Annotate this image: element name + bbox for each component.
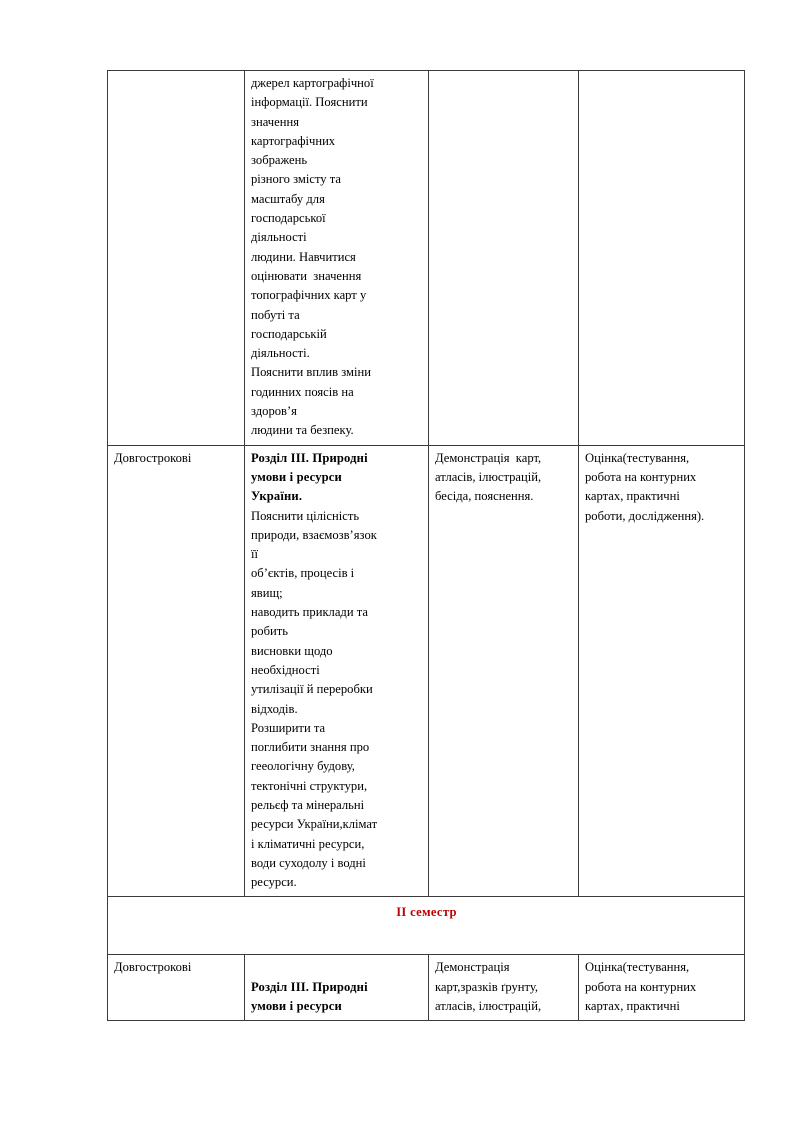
content-line: різного змісту та <box>251 172 341 187</box>
content-line: гееологічну будову, <box>251 759 355 774</box>
content-heading-line: Розділ III. Природні <box>251 450 368 465</box>
assessment-line: картах, практичні <box>585 489 680 504</box>
content-line: і кліматичні ресурси, <box>251 836 365 851</box>
content-line: поглибити знання про <box>251 740 370 755</box>
table-row <box>108 71 745 446</box>
goals-type-label: Довгострокові <box>114 960 192 975</box>
content-line: масштабу для <box>251 191 325 206</box>
methods-line: атласів, ілюстрацій, <box>435 469 542 484</box>
assessment-line: робота на контурних <box>585 979 697 994</box>
cell-methods <box>429 955 579 1021</box>
content-heading-line: Розділ III. Природні <box>251 979 368 994</box>
content-line: топографічних карт у <box>251 288 367 303</box>
content-heading-line: умови і ресурси <box>251 999 342 1014</box>
content-line: господарської <box>251 211 326 226</box>
content-line: Розширити та <box>251 720 326 735</box>
content-line: людини та безпеку. <box>251 423 354 438</box>
content-line: природи, взаємозв’язок <box>251 527 377 542</box>
content-line: діяльності <box>251 230 307 245</box>
cell-methods <box>429 445 579 897</box>
content-line: побуті та <box>251 307 300 322</box>
content-line: здоров’я <box>251 404 297 419</box>
methods-line: Демонстрація <box>435 960 510 975</box>
content-line: тектонічні структури, <box>251 778 368 793</box>
content-heading-line: умови і ресурси <box>251 469 342 484</box>
table-row <box>108 955 745 1021</box>
cell-methods <box>429 71 579 446</box>
semester-cell <box>108 897 745 955</box>
content-line: годинних поясів на <box>251 384 354 399</box>
cell-assessment <box>579 71 745 446</box>
cell-goals-type <box>108 445 245 897</box>
assessment-line: Оцінка(тестування, <box>585 450 690 465</box>
cell-content <box>245 445 429 897</box>
cell-assessment <box>579 445 745 897</box>
content-line: інформації. Пояснити <box>251 95 368 110</box>
content-line: картографічних <box>251 133 336 148</box>
content-line: утилізації й переробки <box>251 682 373 697</box>
content-line: джерел картографічної <box>251 76 374 90</box>
content-line: Пояснити вплив зміни <box>251 365 371 380</box>
assessment-line: роботи, дослідження). <box>585 508 705 523</box>
content-line: води суходолу і водні <box>251 855 366 870</box>
content-line: її <box>251 547 258 562</box>
content-line: зображень <box>251 153 308 168</box>
cell-assessment <box>579 955 745 1021</box>
assessment-line: Оцінка(тестування, <box>585 960 690 975</box>
content-line: оцінювати значення <box>251 268 362 283</box>
methods-line: бесіда, пояснення. <box>435 489 534 504</box>
cell-goals-type <box>108 71 245 446</box>
content-line: господарській <box>251 326 327 341</box>
goals-type-label: Довгострокові <box>114 450 192 465</box>
content-line: явищ; <box>251 585 283 600</box>
content-line: людини. Навчитися <box>251 249 356 264</box>
content-line: об’єктів, процесів і <box>251 566 355 581</box>
content-line: діяльності. <box>251 346 310 361</box>
cell-content <box>245 955 429 1021</box>
table-row <box>108 445 745 897</box>
content-line: рельєф та мінеральні <box>251 797 365 812</box>
content-line: наводить приклади та <box>251 605 368 620</box>
assessment-line: картах, практичні <box>585 999 680 1014</box>
assessment-line: робота на контурних <box>585 469 697 484</box>
content-line: висновки щодо <box>251 643 333 658</box>
content-line: ресурси. <box>251 875 297 890</box>
cell-content <box>245 71 429 446</box>
content-line: робить <box>251 624 288 639</box>
semester-separator-row <box>108 897 745 955</box>
spacer-line <box>251 958 423 977</box>
content-line: ресурси України,клімат <box>251 817 378 832</box>
content-line: Пояснити цілісність <box>251 508 360 523</box>
methods-line: Демонстрація карт, <box>435 450 542 465</box>
content-heading-line: України. <box>251 489 303 504</box>
methods-line: карт,зразків ґрунту, <box>435 979 539 994</box>
semester-label: II семестр <box>396 905 457 920</box>
content-line: відходів. <box>251 701 298 716</box>
cell-goals-type <box>108 955 245 1021</box>
planning-table <box>107 70 745 1021</box>
content-line: значення <box>251 114 299 129</box>
content-line: необхідності <box>251 662 320 677</box>
methods-line: атласів, ілюстрацій, <box>435 999 542 1014</box>
